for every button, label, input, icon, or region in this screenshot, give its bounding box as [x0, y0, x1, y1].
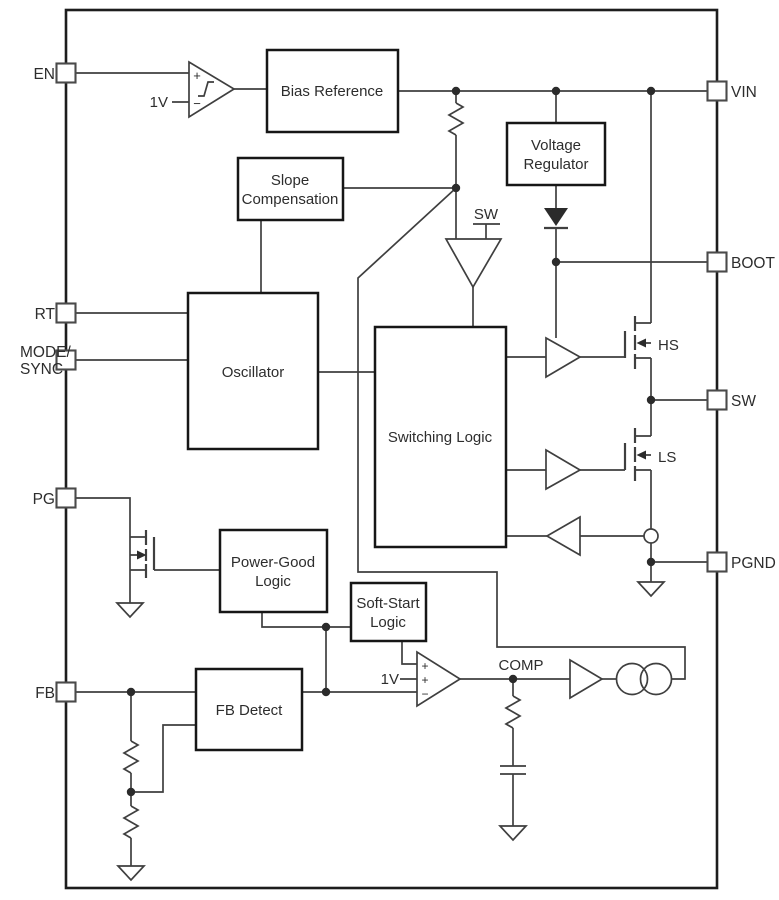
block-switching-logic-label: Switching Logic [387, 429, 493, 446]
blocks [188, 50, 605, 750]
block-power-good-logic-line2: Logic [255, 573, 291, 590]
pin-mode-sync-label-line2: SYNC [20, 361, 64, 378]
pin-fb-label: FB [35, 685, 55, 702]
buffer-icon-ls-driver [546, 450, 580, 489]
pin-en [33, 64, 75, 84]
pin-boot [708, 253, 776, 273]
current-source-circle-right [641, 664, 672, 695]
pin-boot-label: BOOT [731, 255, 775, 272]
bootstrap-diode [544, 208, 568, 228]
pin-vin-label: VIN [731, 84, 757, 101]
block-voltage-regulator [507, 123, 605, 185]
wire-soft-start-out [402, 641, 417, 664]
block-switching-logic [375, 327, 506, 547]
block-fb-detect [196, 669, 302, 750]
pin-sw-label: SW [731, 393, 756, 410]
ea-ref-label: 1V [380, 671, 399, 688]
ground-icon-pgnd [638, 582, 664, 596]
junction-dot [322, 688, 330, 696]
block-oscillator [188, 293, 318, 449]
junction-dot [452, 184, 460, 192]
wire-pg-logic-out [262, 612, 351, 627]
comp-node-label: COMP [498, 657, 544, 674]
block-slope-compensation-line2: Compensation [241, 191, 339, 208]
hs-body-arrow [637, 339, 647, 348]
pin-boot-pad [708, 253, 727, 272]
block-slope-compensation-line1: Slope [270, 172, 310, 189]
current-sense-bubble-icon [644, 529, 658, 543]
ea-plus-top-sign: + [421, 659, 429, 673]
ls-body-arrow [637, 451, 647, 460]
en-comp-plus-sign: + [193, 68, 201, 83]
wire-pg [75, 498, 130, 603]
junction-dot [322, 623, 330, 631]
block-voltage-regulator-line2: Regulator [523, 156, 589, 173]
block-power-good-logic-box [220, 530, 327, 612]
block-slope-compensation-box [238, 158, 343, 220]
resistor-icon-fb-top [124, 741, 138, 773]
pin-pg-label: PG [32, 491, 55, 508]
capacitor-icon-comp [500, 766, 526, 774]
block-slope-compensation [238, 158, 343, 220]
resistor-icon-fb-bottom [124, 806, 138, 838]
block-soft-start-logic-line1: Soft-Start [356, 595, 420, 612]
block-bias-reference-label: Bias Reference [280, 83, 384, 100]
pin-rt-pad [57, 304, 76, 323]
block-fb-detect-label: FB Detect [215, 702, 283, 719]
pin-rt-label: RT [34, 306, 55, 323]
block-soft-start-logic-line2: Logic [370, 614, 406, 631]
junction-dot [127, 788, 135, 796]
pin-fb-pad [57, 683, 76, 702]
junction-dot [647, 558, 655, 566]
pin-sw [708, 391, 757, 411]
ea-plus-mid-sign: + [421, 673, 429, 687]
pin-pgnd [708, 553, 776, 573]
pg-mosfet-icon [130, 530, 154, 578]
junction-dot [509, 675, 517, 683]
wire-sw-sense-input [473, 224, 500, 239]
en-comp-minus-sign: − [193, 96, 201, 111]
ls-label: LS [658, 449, 677, 466]
buffer-icon-comp-output [570, 660, 602, 698]
pin-vin [708, 82, 757, 102]
hs-label: HS [658, 337, 679, 354]
pwm-comparator [446, 206, 501, 287]
resistor-icon-vin-sense [449, 103, 463, 135]
junction-dot [452, 87, 460, 95]
ea-minus-sign: − [421, 687, 429, 701]
error-amplifier [381, 652, 460, 706]
ground-icon-comp [500, 826, 526, 840]
junction-dot [552, 258, 560, 266]
pin-vin-pad [708, 82, 727, 101]
block-bias-reference [267, 50, 398, 132]
block-power-good-logic-line1: Power-Good [230, 554, 316, 571]
block-soft-start-logic-box [351, 583, 426, 641]
wire-fb-tap [131, 725, 196, 792]
resistor-icon-comp [506, 696, 520, 728]
block-power-good-logic [220, 530, 327, 612]
ground-icon-fb-divider [118, 866, 144, 880]
pin-fb [35, 683, 75, 703]
block-oscillator-label: Oscillator [221, 364, 285, 381]
block-voltage-regulator-box [507, 123, 605, 185]
pin-pg [33, 489, 76, 509]
hs-mosfet-icon [625, 316, 679, 369]
en-ref-label: 1V [149, 94, 168, 111]
sw-sense-label: SW [473, 206, 499, 223]
current-source-circle-left [617, 664, 648, 695]
ground-icon-pg-fet [117, 603, 143, 617]
pin-rt [35, 304, 76, 324]
en-comparator [150, 62, 234, 117]
buffer-icon-hs-driver [546, 338, 580, 377]
junction-dot [647, 87, 655, 95]
amp-icon-current-sense [547, 517, 580, 555]
junction-dot [127, 688, 135, 696]
block-soft-start-logic [351, 583, 426, 641]
current-source-icon [617, 664, 672, 695]
pin-sw-pad [708, 391, 727, 410]
pin-mode-sync-label-line1: MODE/ [20, 344, 71, 361]
pin-pgnd-pad [708, 553, 727, 572]
diode-icon [544, 208, 568, 226]
pin-pgnd-label: PGND [731, 555, 776, 572]
junction-dot [552, 87, 560, 95]
comparator-icon-pwm [446, 239, 501, 287]
junction-dot [647, 396, 655, 404]
pin-en-label: EN [33, 66, 55, 83]
pin-pg-pad [57, 489, 76, 508]
pin-en-pad [57, 64, 76, 83]
block-voltage-regulator-line1: Voltage [530, 137, 582, 154]
